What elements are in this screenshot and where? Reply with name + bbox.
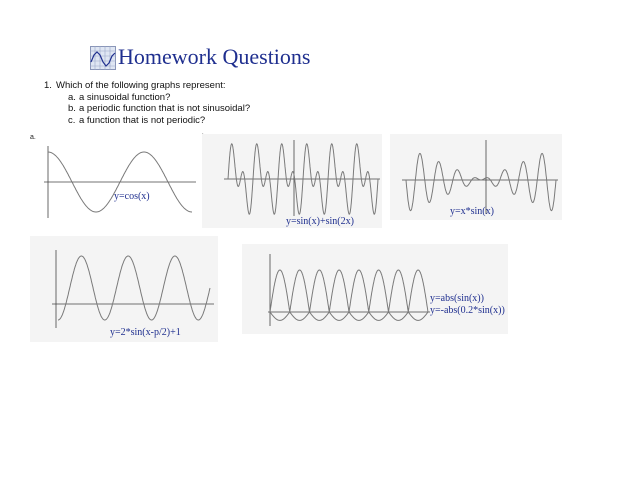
graph-paper-icon [90,46,116,70]
curve [270,270,428,312]
graph-b [202,134,382,228]
graph-label: e. [248,246,254,253]
graph-formula-2: y=-abs(0.2*sin(x)) [430,305,505,316]
option-text: a periodic function that is not sinusoidal? [79,103,251,114]
graph-d [30,236,218,342]
curve [406,153,556,210]
graph-b-plot [202,134,382,228]
curve [58,256,210,320]
option-text: a sinusoidal function? [79,91,171,103]
option-letter: b. [68,103,76,114]
option-text: a function that is not periodic? [79,114,206,126]
option-letter: c. [68,114,76,126]
graph-formula: y=cos(x) [114,191,150,202]
graph-a [30,134,200,224]
question-option [68,103,250,115]
graph-formula: y=2*sin(x-p/2)+1 [110,327,181,338]
question-number: 1. [44,80,52,91]
graph-c [390,134,562,220]
question-text: Which of the following graphs represent: [56,80,226,91]
graph-label: d. [32,238,38,245]
graph-e-plot [242,244,508,334]
page-title: Homework Questions [118,44,311,69]
question-option [68,92,170,104]
graph-formula: y=sin(x)+sin(2x) [286,216,354,227]
question-option [68,115,205,127]
graph-e [242,244,508,334]
curve [270,312,428,320]
option-letter: a. [68,91,76,103]
graph-label: b. [202,134,208,141]
graph-label: a. [30,134,36,141]
graph-formula: y=x*sin(x) [450,206,494,217]
graph-label: c. [396,138,402,145]
graph-formula: y=abs(sin(x)) [430,293,484,304]
graph-a-plot [30,134,200,224]
